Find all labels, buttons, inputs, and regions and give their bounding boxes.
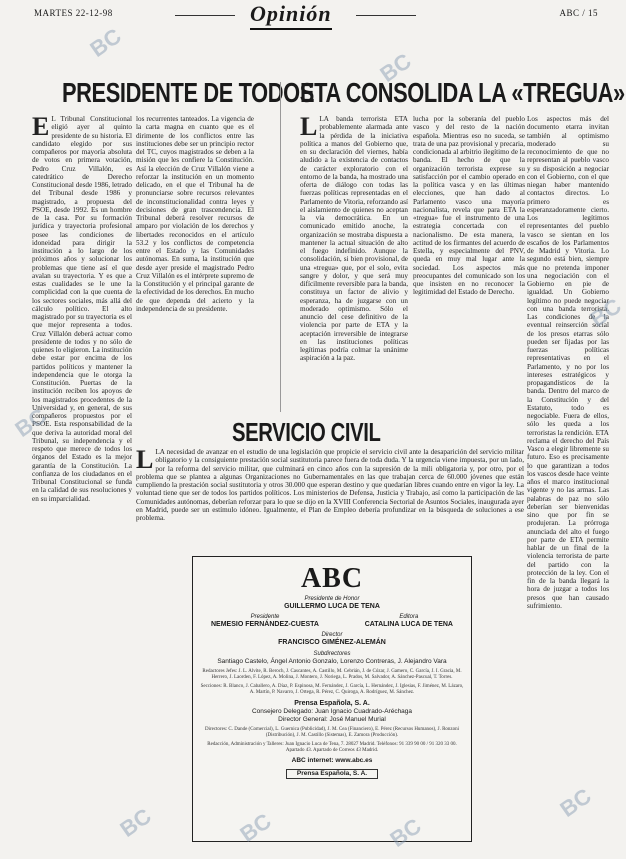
masthead-logo: ABC [300,563,364,594]
sub-names: Santiago Castelo, Ángel Antonio Gonzalo, Lorenzo Contreras, J. Alejandro Vara [217,658,447,665]
sub-label: Subdirectores [313,651,351,657]
article-eta-col2: lucha por la soberanía del pueblo vasco y del resto de la nación española. Mientras eso no suceda, se trata de una paz provisional y precaria, condicionada al arbitrio ilegítimo de la banda. El hecho de que la organización terrorista exprese su satisfacción por el cambio operado en la política vasca y en las últimas elecciones, que han dado al Parlamento vasco una mayoría nacionalista, revela que para ETA la «tregua» fue el instrumento de una estrategia concertada con el nacionalismo. De esta manera, la actitud de los firmantes del acuerdo de Estella, y especialmente del PNV, queda en muy mal lugar ante la sociedad. Los aspectos más preocupantes del comunicado son los que insisten en no reconocer la legitimidad del Estado de Derecho. [413,115,525,297]
article-eta-col1 [300,112,408,409]
dropcap-l2: L [136,445,154,474]
section-title-text: Opinión [250,1,332,26]
header-rule-right [356,15,416,16]
article-eta-col3: Los aspectos más del documento etarra invitan también al optimismo moderado su reconocimiento de que no representan al pueblo vasco y su disposición a negociar con el Gobierno, con el que niegan haber mantenido contactos directos. Lo primero es esperanzadoramente cierto. Los legítimos representantes del pueblo vasco se sientan en los escaños de los Parlamentos de Madrid y Vitoria. Lo segundo está bien, siempre que no pretenda imponer una negociación con el Gobierno en pie de igualdad. Un Gobierno legítimo no puede negociar con una banda terrorista. Las condiciones de la eventual reinserción social de los presos etarras sólo pueden ser fijadas por las fuerzas políticas representativas en el Parlamento, y no por los intereses estratégicos y propagandísticos de la banda. Dentro del marco de la Constitución y del Estatuto, todo es negociable. Fuera de ellos, sólo les queda a los terroristas la rendición. ETA reclama el derecho del País Vasco a elegir libremente su futuro. Eso es precisamente lo que garantizan a todos los vascos desde hace veinte años el marco institucional vigente y no las armas. Las palabras de paz no sólo deberían ser bienvenidas sino que por fin se produjeran. La prórroga anunciada del alto el fuego por parte de ETA permite hablar de un final de la violencia terrorista de parte del partido con la protección de la ley. Con el fin de la banda llegará la hora de juzgar a todos los presos que han causado sufrimiento. [527,115,609,610]
honor-label: Presidente de Honor [304,596,360,602]
presidente-name: NEMESIO FERNÁNDEZ-CUESTA [211,621,319,628]
article-servicio-civil [136,445,524,552]
staff-list-2: Secciones: R. Blanco, J. Caballero, A. Díaz, P. Espinosa, M. Fernández, J. García, L. Hernández, J. Iglesias, F. Jiménez, M. Lázaro, A. Martín, P. Navarro, J. Ortega, R. Pérez, C. Quiroga, A. Rodríguez, M. Sánchez. [200,684,464,695]
editora-block [365,613,453,629]
section-title [250,1,332,30]
dropcap-l: L [300,112,318,141]
presidente-block [211,613,319,629]
masthead-row [193,611,471,629]
watermark-2: BC [375,48,416,87]
watermark-4: BC [585,293,626,332]
prensa-label: Prensa Española, S. A. [294,700,370,707]
watermark-5: BC [115,803,156,842]
page-ref: ABC / 15 [559,8,598,18]
headline-presidente: PRESIDENTE DE TODOS [62,77,314,108]
page-date: MARTES 22-12-98 [34,8,113,18]
watermark-6: BC [385,813,426,852]
article-presidente-col1 [32,112,133,850]
honor-name: GUILLERMO LUCA DE TENA [284,603,380,610]
dropcap-e: E [32,112,50,141]
director-name: FRANCISCO GIMÉNEZ-ALEMÁN [278,639,386,646]
gerente-label: Director General: José Manuel Murial [278,716,386,723]
headline-eta: ETA CONSOLIDA LA «TREGUA» [300,77,625,108]
watermark-7: BC [235,808,276,847]
presidente-label: Presidente [250,614,280,620]
article-presidente-col2: los recurrentes tanteados. La vigencia de la carta magna en cuanto que es el dirimente de los conflictos entre las instituciones debe ser un principio rector del TC, cuyos magistrados se deben a la misión que les confiere la Constitución. Así la elección de Cruz Villalón viene a reforzar la institución en un momento delicado, en el que el Tribunal ha de pronunciarse sobre recursos relevantes de inconstitucionalidad contra leyes y decisiones de gran trascendencia. El Tribunal deberá resolver recursos de amparo por violación de los derechos y libertades reconocidos en el artículo 53.2 y los conflictos de competencia entre el Estado y las Comunidades autónomas. En suma, la institución que desde ayer preside el magistrado Pedro Cruz Villalón es el intérprete supremo de la Constitución y el principal garante de la efectividad de los derechos. En mucho de que dependa del acierto y la independencia de su presidente. [136,115,254,313]
staff-list-3: Directores: C. Dande (Comercial), L. Guernica (Publicidad), J. M. Cea (Financiero), E. Pérez (Recursos Humanos), J. Ronzoni (Distribución), J. M. Castillo (Sistemas), E. Zamora (Producción). [204,727,460,738]
column-divider [280,82,281,412]
director-label: Director [321,632,343,638]
watermark-1: BC [85,23,126,62]
staff-list-1: Redactores Jefes: J. L. Alvite, R. Beroch, J. Cascantes, A. Castillo, M. Cebrián, J. de Cózar, J. Gamero, C. García, J. I. Gracia, M. Herrero, J. Laorden, F. López, A. Molina, J. Montero, J. Noriega, L. Prados, M. Salvador, A. Sánchez-Pascual, T. Torres. [202,669,462,680]
site-url: ABC internet: www.abc.es [291,757,373,764]
headline-servicio-civil: SERVICIO CIVIL [232,417,381,447]
watermark-3: BC [10,403,51,442]
header-rule-left [175,15,235,16]
article-servicio-text: LA necesidad de avanzar en el estudio de una legislación que propicie el servicio civil ante la desaparición del servicio militar obligatorio y la consiguiente prestación social sustitutoria parece fuera de toda duda. Y la urgencia viene impuesta, por un lado, por la reforma del servicio militar, que culminará en cinco años con la supresión de la mili obligatoria y, por otro, por el problema que se plantea a algunas Organizaciones no Gubernamentales en las que trabajan cerca de 60.000 jóvenes que están cumpliendo la prestación social sustitutoria y otros 30.000 que esperan destino y que quedarían libres cuando entre en vigor la ley. La voluntad tiene que ser de todos los partidos políticos. Los ministerios de Defensa, Justicia y Trabajo, así como la participación de las Comunidades autónomas, deberían reforzar para lo que se dijo en la XVIII Conferencia Sectorial de Asuntos Sociales, inaugurada ayer en Madrid, puede ser un estímulo idóneo. Igualmente, el Plan de Empleo debería profundizar en la búsqueda de soluciones a ese problema. [136,448,524,522]
consejero-label: Consejero Delegado: Juan Ignacio Cuadrado-Aréchaga [251,708,413,715]
masthead-box [192,556,472,842]
section-underline [250,28,332,30]
staff-list-4: Redacción, Administración y Talleres: Juan Ignacio Luca de Tena, 7. 28027 Madrid. Teléfonos: 91 339 90 00 / 91 320 33 00. Apartado 43. Apartado de Correos 43 Madrid. [207,742,457,753]
article-eta-text-1: LA banda terrorista ETA probablemente alarmada ante la pérdida de la iniciativa política a manos del Gobierno que, en su declaración del viernes, había aludido a la existencia de contactos de carácter exploratorio con el entorno de la banda, ha mostrado una oferta de diálogo con todas las fuerzas políticas representadas en el Parlamento de Vitoria, reforzando así el aislamiento de quienes no aceptan la vía democrática. En un comunicado emitido anoche, la organización se mostraba dispuesta a mantener la actual situación de alto el fuego indefinido. Aunque la consolidación, si bien provisional, de una «tregua» que, por el solo, evita sangre y dolor, y que será muy difícilmente reversible para la banda, constituya un factor de alivio y esperanza, ha de juzgarse con un moderado optimismo. Sólo el anuncio del cese definitivo de la violencia por parte de ETA y la aceptación irreversible de integrarse en las instituciones políticas legítimas podría colmar la unánime aspiración a la paz. [300,115,408,363]
editora-name: CATALINA LUCA DE TENA [364,621,453,628]
editora-label: Editora [399,614,419,620]
footer-logo: Prensa Española, S. A. [286,769,378,779]
watermark-8: BC [555,783,596,822]
article-presidente-text-1: L Tribunal Constitucional eligió ayer al quinto presidente de su historia. El candidato elegido por sus compañeros por mayoría absoluta de votos en primera votación, Pedro Cruz Villalón, es catedrático de Derecho Constitucional desde 1986, letrado del Tribunal desde 1986 y magistrado, a propuesta del PSOE, desde 1992. Es un hombre de la casa. Por su formación jurídica y trayectoria profesional posee las condiciones de idoneidad para dirigir la institución a lo largo de los próximos años y solucionar los problemas que tiene así el que avalan su trayectoria. Y es que a estas cualidades se le une la complicidad con la que cuenta de los sectores sociales, más allá del cálculo político. El alto magistrado por su trayectoria es el que mejor representa a todos. Cruz Villalón deberá actuar como presidente de todos y no sólo de quienes lo eligieron. La institución debe estar por encima de los partidos políticos y mantener la independencia que le otorga la Constitución. Puertas de la institución reciben los apoyos de los magistrados procedentes de la Universidad y, en general, de sus compañeros propuestos por el PSOE. Esta responsabilidad de la que deriva la autoridad moral del Tribunal, su independencia y el respeto que merece de todos los órganos del Estado es la mejor garantía de la Constitución. La confianza de los ciudadanos en el Tribunal Constitucional se funda en la calidad de sus resoluciones y en su imparcialidad. [32,115,133,503]
